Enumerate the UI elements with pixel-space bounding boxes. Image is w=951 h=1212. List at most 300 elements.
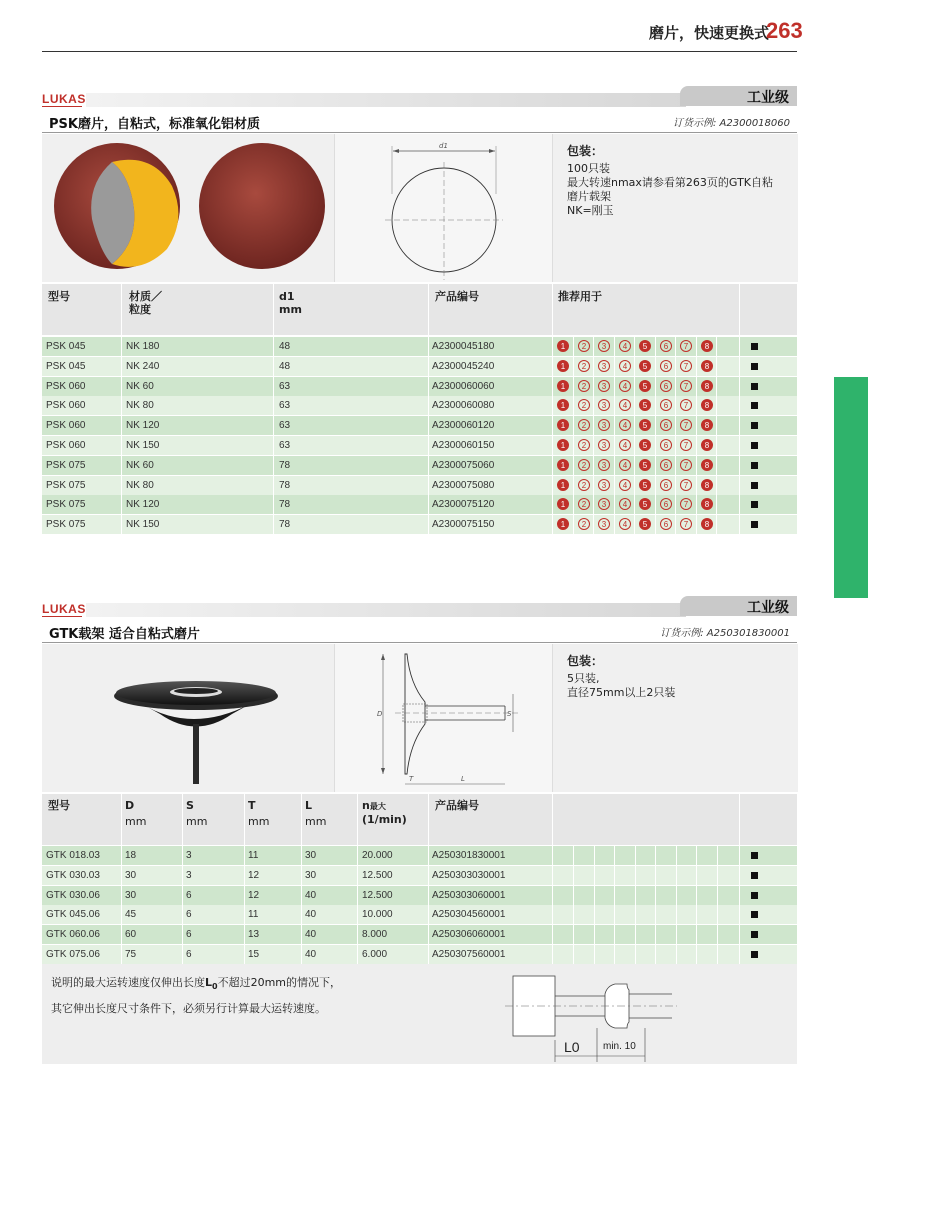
column-separator bbox=[428, 945, 429, 964]
column-separator bbox=[573, 886, 574, 905]
application-number-icon: 3 bbox=[598, 498, 610, 510]
application-number-icon: 3 bbox=[598, 399, 610, 411]
column-separator bbox=[655, 846, 656, 865]
column-separator bbox=[552, 377, 553, 396]
column-separator bbox=[634, 436, 635, 455]
table-cell: GTK 075.06 bbox=[46, 949, 100, 960]
page-number: 263 bbox=[766, 18, 803, 43]
column-separator bbox=[696, 515, 697, 534]
column-separator bbox=[655, 436, 656, 455]
application-number-icon: 8 bbox=[701, 380, 713, 392]
column-separator bbox=[121, 357, 122, 376]
table-cell: 30 bbox=[305, 870, 317, 881]
availability-square-icon bbox=[751, 852, 758, 859]
column-separator bbox=[573, 515, 574, 534]
col-header-t-line2: mm bbox=[248, 815, 270, 828]
column-separator bbox=[121, 436, 122, 455]
col-header-d-line2: mm bbox=[125, 815, 147, 828]
pad-dimension-drawing bbox=[335, 644, 553, 792]
column-separator bbox=[182, 945, 183, 964]
header-separator bbox=[244, 794, 245, 845]
note-l0-sub: 0 bbox=[212, 982, 218, 992]
column-separator bbox=[552, 866, 553, 885]
column-separator bbox=[716, 337, 717, 356]
logo-underline bbox=[42, 106, 82, 107]
col-header-model: 型号 bbox=[48, 290, 70, 303]
column-separator bbox=[428, 866, 429, 885]
column-separator bbox=[696, 945, 697, 964]
section-rule bbox=[42, 132, 797, 133]
column-separator bbox=[121, 416, 122, 435]
table-cell: A2300075120 bbox=[432, 499, 495, 510]
column-separator bbox=[655, 945, 656, 964]
table-cell: PSK 060 bbox=[46, 381, 86, 392]
table-cell: NK 150 bbox=[126, 440, 160, 451]
application-number-icon: 6 bbox=[660, 459, 672, 471]
availability-square-icon bbox=[751, 363, 758, 370]
application-number-icon: 2 bbox=[578, 439, 590, 451]
column-separator bbox=[552, 945, 553, 964]
application-number-icon: 1 bbox=[557, 479, 569, 491]
header-separator bbox=[121, 794, 122, 845]
application-number-icon: 7 bbox=[680, 498, 692, 510]
application-number-icon: 1 bbox=[557, 380, 569, 392]
col-header-d1-line2: mm bbox=[279, 303, 302, 316]
column-separator bbox=[739, 476, 740, 495]
column-separator bbox=[182, 866, 183, 885]
column-separator bbox=[593, 456, 594, 475]
column-separator bbox=[552, 495, 553, 514]
availability-square-icon bbox=[751, 911, 758, 918]
column-separator bbox=[676, 846, 677, 865]
column-separator bbox=[593, 476, 594, 495]
availability-square-icon bbox=[751, 521, 758, 528]
packaging-line: 直径75mm以上2只装 bbox=[567, 686, 676, 699]
column-separator bbox=[182, 886, 183, 905]
section-title: GTK载架 适合自粘式磨片 bbox=[49, 627, 200, 642]
column-separator bbox=[594, 925, 595, 944]
table-cell: PSK 045 bbox=[46, 361, 86, 372]
table-cell: A2300060120 bbox=[432, 420, 495, 431]
column-separator bbox=[614, 396, 615, 415]
column-separator bbox=[634, 456, 635, 475]
column-separator bbox=[696, 886, 697, 905]
column-separator bbox=[244, 925, 245, 944]
application-number-icon: 7 bbox=[680, 459, 692, 471]
table-cell: 20.000 bbox=[362, 850, 393, 861]
table-cell: 30 bbox=[305, 850, 317, 861]
application-number-icon: 5 bbox=[639, 459, 651, 471]
column-separator bbox=[121, 495, 122, 514]
col-header-nmax-symbol: n bbox=[362, 799, 370, 812]
application-number-icon: 8 bbox=[701, 479, 713, 491]
application-number-icon: 2 bbox=[578, 518, 590, 530]
note-line2: 其它伸出长度尺寸条件下，必须另行计算最大运转速度。 bbox=[51, 1002, 326, 1016]
column-separator bbox=[716, 476, 717, 495]
column-separator bbox=[739, 377, 740, 396]
column-separator bbox=[739, 945, 740, 964]
column-separator bbox=[676, 905, 677, 924]
column-separator bbox=[357, 846, 358, 865]
column-separator bbox=[552, 515, 553, 534]
note-line1-text: 说明的最大运转速度仅伸出长度 bbox=[51, 976, 205, 989]
table-cell: 40 bbox=[305, 909, 317, 920]
application-number-icon: 6 bbox=[660, 518, 672, 530]
header-separator bbox=[182, 794, 183, 845]
application-number-icon: 2 bbox=[578, 498, 590, 510]
application-number-icon: 5 bbox=[639, 439, 651, 451]
col-header-d1 bbox=[279, 290, 302, 316]
column-separator bbox=[273, 476, 274, 495]
col-header-t bbox=[248, 799, 269, 828]
column-separator bbox=[717, 905, 718, 924]
abrasive-disc-photo bbox=[42, 134, 334, 282]
table-cell: 3 bbox=[186, 870, 192, 881]
column-separator bbox=[273, 416, 274, 435]
header-rule bbox=[42, 51, 797, 52]
column-separator bbox=[573, 866, 574, 885]
table-cell: 60 bbox=[125, 929, 137, 940]
column-separator bbox=[357, 886, 358, 905]
column-separator bbox=[301, 945, 302, 964]
application-number-icon: 8 bbox=[701, 399, 713, 411]
column-separator bbox=[121, 925, 122, 944]
column-separator bbox=[634, 476, 635, 495]
column-separator bbox=[552, 886, 553, 905]
table-cell: NK 150 bbox=[126, 519, 160, 530]
table-cell: A2300075080 bbox=[432, 480, 495, 491]
column-separator bbox=[428, 476, 429, 495]
header-separator bbox=[552, 794, 553, 845]
column-separator bbox=[552, 905, 553, 924]
packaging-heading: 包装： bbox=[567, 654, 604, 668]
table-cell: 45 bbox=[125, 909, 137, 920]
column-separator bbox=[675, 476, 676, 495]
packaging-panel bbox=[552, 134, 798, 282]
column-separator bbox=[552, 337, 553, 356]
column-separator bbox=[552, 476, 553, 495]
application-number-icon: 3 bbox=[598, 340, 610, 352]
column-separator bbox=[696, 866, 697, 885]
column-separator bbox=[121, 905, 122, 924]
column-separator bbox=[655, 456, 656, 475]
packaging-line: NK=刚玉 bbox=[567, 204, 614, 217]
table-cell: A2300045240 bbox=[432, 361, 495, 372]
technical-drawing-panel bbox=[334, 134, 553, 282]
column-separator bbox=[594, 945, 595, 964]
column-separator bbox=[301, 846, 302, 865]
column-separator bbox=[635, 886, 636, 905]
table-cell: NK 60 bbox=[126, 381, 154, 392]
column-separator bbox=[593, 436, 594, 455]
column-separator bbox=[717, 846, 718, 865]
column-separator bbox=[573, 357, 574, 376]
dim-label-d: D bbox=[377, 710, 383, 718]
table-cell: 11 bbox=[248, 850, 259, 861]
dim-label-l: L bbox=[461, 775, 465, 783]
col-header-nmax-unit: (1/min) bbox=[362, 813, 407, 826]
table-cell: NK 180 bbox=[126, 341, 160, 352]
column-separator bbox=[655, 337, 656, 356]
column-separator bbox=[573, 945, 574, 964]
column-separator bbox=[182, 905, 183, 924]
application-number-icon: 8 bbox=[701, 439, 713, 451]
table-cell: 12 bbox=[248, 890, 260, 901]
table-cell: PSK 075 bbox=[46, 499, 86, 510]
availability-square-icon bbox=[751, 422, 758, 429]
col-header-product-no: 产品编号 bbox=[435, 799, 479, 812]
column-separator bbox=[675, 416, 676, 435]
application-number-icon: 8 bbox=[701, 360, 713, 372]
order-example: 订货示例: A250301830001 bbox=[660, 628, 790, 639]
column-separator bbox=[675, 456, 676, 475]
column-separator bbox=[655, 495, 656, 514]
column-separator bbox=[739, 846, 740, 865]
column-separator bbox=[121, 377, 122, 396]
table-cell: A250306060001 bbox=[432, 929, 506, 940]
column-separator bbox=[121, 886, 122, 905]
grade-label: 工业级 bbox=[747, 90, 789, 106]
application-number-icon: 2 bbox=[578, 419, 590, 431]
column-separator bbox=[273, 495, 274, 514]
column-separator bbox=[739, 866, 740, 885]
table-row bbox=[42, 925, 797, 944]
column-separator bbox=[675, 396, 676, 415]
header-separator bbox=[739, 284, 740, 335]
column-separator bbox=[357, 866, 358, 885]
header-separator bbox=[273, 284, 274, 335]
packaging-heading: 包装： bbox=[567, 144, 604, 158]
column-separator bbox=[614, 925, 615, 944]
column-separator bbox=[573, 377, 574, 396]
column-separator bbox=[428, 377, 429, 396]
table-cell: 40 bbox=[305, 949, 317, 960]
column-separator bbox=[428, 846, 429, 865]
table-cell: GTK 018.03 bbox=[46, 850, 100, 861]
application-number-icon: 4 bbox=[619, 479, 631, 491]
table-cell: PSK 045 bbox=[46, 341, 86, 352]
column-separator bbox=[739, 925, 740, 944]
table-cell: 11 bbox=[248, 909, 259, 920]
table-row bbox=[42, 846, 797, 865]
application-number-icon: 3 bbox=[598, 479, 610, 491]
col-header-d bbox=[125, 799, 146, 828]
table-cell: 10.000 bbox=[362, 909, 393, 920]
col-header-product-no: 产品编号 bbox=[435, 290, 479, 303]
column-separator bbox=[614, 456, 615, 475]
table-cell: A250304560001 bbox=[432, 909, 506, 920]
col-header-material-line2: 粒度 bbox=[129, 303, 151, 316]
availability-square-icon bbox=[751, 951, 758, 958]
column-separator bbox=[675, 436, 676, 455]
column-separator bbox=[716, 436, 717, 455]
col-header-s bbox=[186, 799, 207, 828]
application-number-icon: 4 bbox=[619, 360, 631, 372]
column-separator bbox=[121, 945, 122, 964]
table-cell: 3 bbox=[186, 850, 192, 861]
column-separator bbox=[655, 377, 656, 396]
column-separator bbox=[121, 396, 122, 415]
column-separator bbox=[182, 846, 183, 865]
column-separator bbox=[121, 337, 122, 356]
table-cell: GTK 030.06 bbox=[46, 890, 100, 901]
application-number-icon: 2 bbox=[578, 360, 590, 372]
column-separator bbox=[573, 476, 574, 495]
application-number-icon: 6 bbox=[660, 439, 672, 451]
table-cell: 40 bbox=[305, 929, 317, 940]
column-separator bbox=[428, 396, 429, 415]
header-separator bbox=[301, 794, 302, 845]
application-number-icon: 5 bbox=[639, 380, 651, 392]
application-number-icon: 4 bbox=[619, 380, 631, 392]
table-cell: 48 bbox=[279, 341, 291, 352]
column-separator bbox=[552, 396, 553, 415]
table-cell: PSK 075 bbox=[46, 460, 86, 471]
table-cell: 63 bbox=[279, 440, 291, 451]
availability-square-icon bbox=[751, 872, 758, 879]
column-separator bbox=[573, 396, 574, 415]
column-separator bbox=[614, 846, 615, 865]
table-cell: NK 80 bbox=[126, 400, 154, 411]
column-separator bbox=[675, 495, 676, 514]
column-separator bbox=[573, 846, 574, 865]
column-separator bbox=[655, 476, 656, 495]
application-number-icon: 7 bbox=[680, 360, 692, 372]
column-separator bbox=[635, 846, 636, 865]
column-separator bbox=[739, 337, 740, 356]
column-separator bbox=[655, 396, 656, 415]
column-separator bbox=[428, 456, 429, 475]
column-separator bbox=[244, 846, 245, 865]
column-separator bbox=[655, 925, 656, 944]
table-header bbox=[42, 794, 797, 845]
application-number-icon: 1 bbox=[557, 340, 569, 352]
table-cell: 78 bbox=[279, 480, 291, 491]
application-number-icon: 4 bbox=[619, 340, 631, 352]
table-cell: A2300060080 bbox=[432, 400, 495, 411]
availability-square-icon bbox=[751, 482, 758, 489]
column-separator bbox=[675, 357, 676, 376]
column-separator bbox=[273, 396, 274, 415]
availability-square-icon bbox=[751, 442, 758, 449]
col-header-t-line1: T bbox=[248, 799, 256, 812]
application-number-icon: 7 bbox=[680, 380, 692, 392]
application-number-icon: 6 bbox=[660, 498, 672, 510]
table-cell: 30 bbox=[125, 870, 137, 881]
column-separator bbox=[676, 945, 677, 964]
column-separator bbox=[696, 905, 697, 924]
col-header-d1-line1: d1 bbox=[279, 290, 295, 303]
column-separator bbox=[614, 886, 615, 905]
page-header-title: 磨片，快速更换式 bbox=[648, 24, 769, 42]
table-cell: 15 bbox=[248, 949, 260, 960]
table-cell: 63 bbox=[279, 400, 291, 411]
column-separator bbox=[614, 436, 615, 455]
column-separator bbox=[428, 357, 429, 376]
availability-square-icon bbox=[751, 402, 758, 409]
column-separator bbox=[428, 515, 429, 534]
col-header-material-line1: 材质／ bbox=[129, 290, 162, 303]
column-separator bbox=[573, 456, 574, 475]
column-separator bbox=[635, 945, 636, 964]
table-cell: GTK 060.06 bbox=[46, 929, 100, 940]
application-number-icon: 4 bbox=[619, 459, 631, 471]
table-row bbox=[42, 945, 797, 964]
column-separator bbox=[593, 515, 594, 534]
column-separator bbox=[696, 436, 697, 455]
table-cell: 12.500 bbox=[362, 870, 393, 881]
column-separator bbox=[614, 515, 615, 534]
table-cell: A250301830001 bbox=[432, 850, 506, 861]
column-separator bbox=[614, 377, 615, 396]
column-separator bbox=[428, 925, 429, 944]
packaging-line: 5只装, bbox=[567, 672, 600, 685]
column-separator bbox=[634, 495, 635, 514]
column-separator bbox=[244, 866, 245, 885]
column-separator bbox=[301, 866, 302, 885]
application-number-icon: 2 bbox=[578, 340, 590, 352]
application-number-icon: 2 bbox=[578, 380, 590, 392]
column-separator bbox=[676, 925, 677, 944]
column-separator bbox=[716, 396, 717, 415]
table-cell: 48 bbox=[279, 361, 291, 372]
application-number-icon: 6 bbox=[660, 340, 672, 352]
column-separator bbox=[593, 357, 594, 376]
column-separator bbox=[552, 925, 553, 944]
column-separator bbox=[244, 886, 245, 905]
column-separator bbox=[273, 377, 274, 396]
table-cell: 63 bbox=[279, 381, 291, 392]
product-photo-panel bbox=[42, 134, 334, 282]
table-cell: 78 bbox=[279, 460, 291, 471]
dim-label-t: T bbox=[409, 775, 414, 783]
table-cell: A2300060150 bbox=[432, 440, 495, 451]
availability-square-icon bbox=[751, 892, 758, 899]
column-separator bbox=[244, 945, 245, 964]
table-cell: A2300045180 bbox=[432, 341, 495, 352]
column-separator bbox=[593, 495, 594, 514]
column-separator bbox=[428, 337, 429, 356]
column-separator bbox=[634, 337, 635, 356]
column-separator bbox=[428, 495, 429, 514]
table-cell: 78 bbox=[279, 499, 291, 510]
table-cell: 6 bbox=[186, 909, 192, 920]
table-cell: A250307560001 bbox=[432, 949, 506, 960]
table-cell: 75 bbox=[125, 949, 137, 960]
column-separator bbox=[573, 337, 574, 356]
lukas-logo: LUKAS bbox=[42, 602, 86, 616]
product-photo-panel bbox=[42, 644, 334, 792]
application-number-icon: 5 bbox=[639, 340, 651, 352]
column-separator bbox=[739, 357, 740, 376]
column-separator bbox=[635, 866, 636, 885]
application-number-icon: 1 bbox=[557, 399, 569, 411]
table-cell: NK 120 bbox=[126, 420, 160, 431]
grade-bar bbox=[86, 93, 686, 107]
application-number-icon: 1 bbox=[557, 439, 569, 451]
packaging-line: 磨片载架 bbox=[567, 190, 611, 203]
grade-label: 工业级 bbox=[747, 600, 789, 616]
disc-dimension-drawing bbox=[335, 134, 553, 282]
table-cell: 78 bbox=[279, 519, 291, 530]
column-separator bbox=[739, 436, 740, 455]
column-separator bbox=[357, 945, 358, 964]
table-cell: A2300075150 bbox=[432, 519, 495, 530]
column-separator bbox=[635, 925, 636, 944]
column-separator bbox=[614, 905, 615, 924]
col-header-material bbox=[129, 290, 162, 316]
application-number-icon: 3 bbox=[598, 439, 610, 451]
